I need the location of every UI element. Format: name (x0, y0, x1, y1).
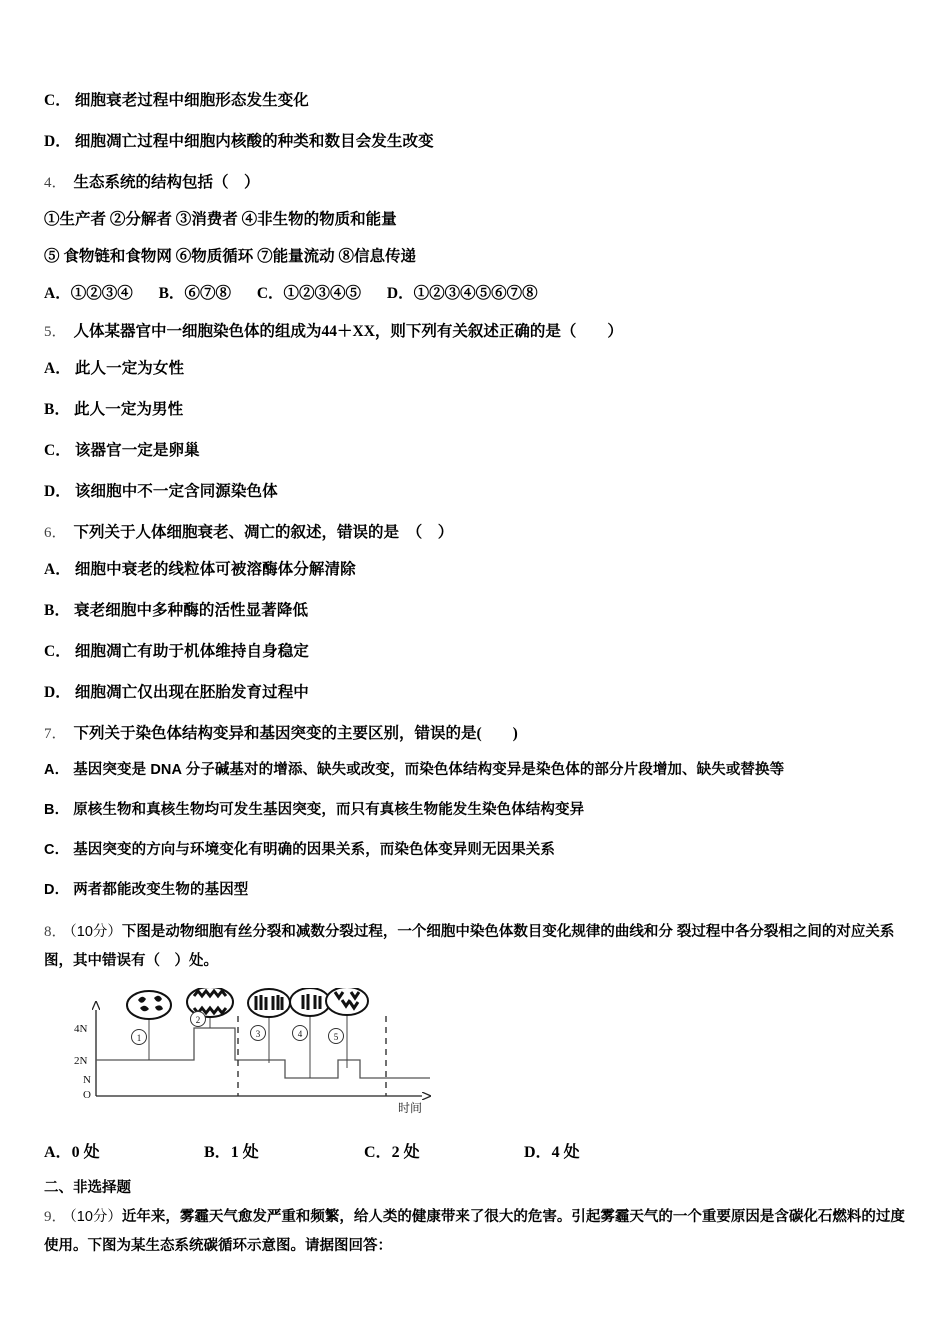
option-d (387, 281, 538, 303)
option-text: ①②③④⑤ (283, 285, 362, 302)
question-4-stem (44, 170, 912, 192)
option-b (159, 281, 231, 303)
cell-diagram-5 (326, 988, 368, 1015)
y-tick-O: O (83, 1088, 91, 1101)
question-number: 4． (44, 175, 67, 191)
y-tick-4N: 4N (74, 1022, 88, 1035)
cell-diagram-3 (248, 989, 290, 1017)
option-text: ⑥⑦⑧ (184, 285, 231, 302)
question-8-answers (44, 1139, 684, 1162)
option-label: B． (44, 602, 71, 619)
option-row (44, 438, 912, 460)
question-number: 6． (44, 525, 67, 541)
answer-label: D． (524, 1143, 552, 1161)
option-c (257, 281, 361, 303)
option-label: C． (44, 842, 70, 858)
option-text: 细胞中衰老的线粒体可被溶酶体分解清除 (74, 561, 356, 578)
option-label: B． (44, 401, 71, 418)
svg-text:3: 3 (255, 1028, 261, 1039)
option-row (44, 639, 912, 661)
option-label: A． (44, 762, 70, 778)
enumeration-text: ①生产者 ②分解者 ③消费者 ④非生物的物质和能量 (44, 211, 397, 228)
answer-label: A． (44, 1143, 72, 1161)
answer-text: 1 处 (230, 1143, 259, 1161)
option-text: 此人一定为女性 (74, 360, 185, 377)
question-text: 人体某器官中一细胞染色体的组成为44＋XX，则下列有关叙述正确的是（ ） (73, 323, 623, 340)
marker-5 (329, 1028, 344, 1043)
marker-1 (132, 1029, 147, 1044)
cell-diagram-4 (290, 988, 330, 1016)
option-text: 该细胞中不一定含同源染色体 (74, 483, 278, 500)
option-row (44, 129, 912, 151)
question-text: 下图是动物细胞有丝分裂和减数分裂过程，一个细胞中染色体数目变化规律的曲线和分 裂过程中各分裂相之间的对应关系图，其中错误有（ ）处。 (44, 924, 895, 970)
option-row (44, 878, 912, 899)
option-label: B． (44, 802, 70, 818)
option-label: B． (158, 285, 185, 302)
option-label: D． (386, 285, 414, 302)
answer-b (204, 1139, 364, 1162)
option-label: A． (44, 285, 71, 302)
option-text: 细胞衰老过程中细胞形态发生变化 (74, 92, 309, 109)
answer-label: B． (204, 1143, 231, 1161)
question-5-stem (44, 319, 912, 341)
enumeration-text: ⑤ 食物链和食物网 ⑥物质循环 ⑦能量流动 ⑧信息传递 (44, 248, 417, 265)
y-tick-2N: 2N (74, 1054, 88, 1067)
option-label: A． (44, 360, 71, 377)
option-label: D． (44, 684, 71, 701)
option-text: 衰老细胞中多种酶的活性显著降低 (74, 602, 309, 619)
option-row (44, 88, 912, 110)
cell-diagram-1 (127, 991, 171, 1019)
question-text: 生态系统的结构包括（ ） (73, 174, 260, 191)
question-4-enum-2 (44, 244, 912, 266)
question-number: 5． (44, 324, 67, 340)
option-label: C． (44, 643, 71, 660)
svg-text:2: 2 (195, 1014, 201, 1025)
answer-d (524, 1139, 684, 1162)
exam-content (44, 88, 912, 1266)
question-text: 下列关于染色体结构变异和基因突变的主要区别，错误的是( ) (73, 725, 518, 742)
option-text: ①②③④⑤⑥⑦⑧ (413, 285, 538, 302)
option-row (44, 397, 912, 419)
answer-c (364, 1139, 524, 1162)
question-number: 9． (44, 1208, 67, 1225)
question-number: 8． (44, 924, 67, 940)
option-label: D． (44, 133, 71, 150)
x-axis-label: 时间 (398, 1100, 423, 1115)
option-text: 该器官一定是卵巢 (74, 442, 200, 459)
option-text: ①②③④ (70, 285, 133, 302)
svg-text:5: 5 (333, 1031, 339, 1042)
option-text: 细胞凋亡有助于机体维持自身稳定 (74, 643, 309, 660)
answer-label: C． (364, 1143, 392, 1161)
option-row (44, 838, 912, 859)
section-two-title: 二、非选择题 (44, 1179, 131, 1196)
option-label: D． (44, 483, 71, 500)
question-number: 7． (44, 726, 67, 742)
option-label: C． (256, 285, 284, 302)
answer-text: 2 处 (391, 1143, 420, 1161)
option-row (44, 758, 912, 779)
svg-text:1: 1 (136, 1032, 142, 1043)
question-text: 近年来，雾霾天气愈发严重和频繁，给人类的健康带来了很大的危害。引起雾霾天气的一个重要原因是含碳化石燃料的过度使用。下图为某生态系统碳循环示意图。请据图回答： (44, 1208, 905, 1254)
option-row (44, 598, 912, 620)
question-score: （10分） (69, 1208, 122, 1225)
question-8-stem (44, 918, 912, 976)
option-text: 细胞凋亡过程中细胞内核酸的种类和数目会发生改变 (74, 133, 434, 150)
chromosome-number-curve-figure (70, 988, 470, 1123)
question-4-enum-1 (44, 207, 912, 229)
question-9-stem (44, 1203, 912, 1261)
question-4-options (44, 281, 912, 303)
option-row (44, 798, 912, 819)
question-7-stem (44, 721, 912, 743)
option-row (44, 356, 912, 378)
marker-3 (251, 1025, 266, 1040)
option-text: 此人一定为男性 (74, 401, 184, 418)
y-tick-N: N (83, 1073, 91, 1086)
option-text: 原核生物和真核生物均可发生基因突变，而只有真核生物能发生染色体结构变异 (73, 802, 585, 818)
chart-svg (70, 988, 470, 1123)
question-text: 下列关于人体细胞衰老、凋亡的叙述，错误的是 （ ） (73, 524, 454, 541)
question-score: （10分） (69, 924, 122, 940)
option-row (44, 557, 912, 579)
svg-text:4: 4 (297, 1028, 303, 1039)
option-row (44, 680, 912, 702)
answer-text: 4 处 (551, 1143, 580, 1161)
option-a (44, 281, 133, 303)
option-label: D． (44, 882, 70, 898)
option-label: C． (44, 92, 71, 109)
option-text: 基因突变是 DNA 分子碱基对的增添、缺失或改变，而染色体结构变异是染色体的部分片段增加、缺失或替换等 (73, 762, 785, 778)
question-6-stem (44, 520, 912, 542)
option-text: 两者都能改变生物的基因型 (73, 882, 249, 898)
option-label: C． (44, 442, 71, 459)
option-row (44, 479, 912, 501)
marker-2 (191, 1011, 206, 1026)
marker-4 (293, 1025, 308, 1040)
option-text: 细胞凋亡仅出现在胚胎发育过程中 (74, 684, 309, 701)
answer-a (44, 1139, 204, 1162)
answer-text: 0 处 (71, 1143, 100, 1161)
option-label: A． (44, 561, 71, 578)
option-text: 基因突变的方向与环境变化有明确的因果关系，而染色体变异则无因果关系 (73, 842, 555, 858)
